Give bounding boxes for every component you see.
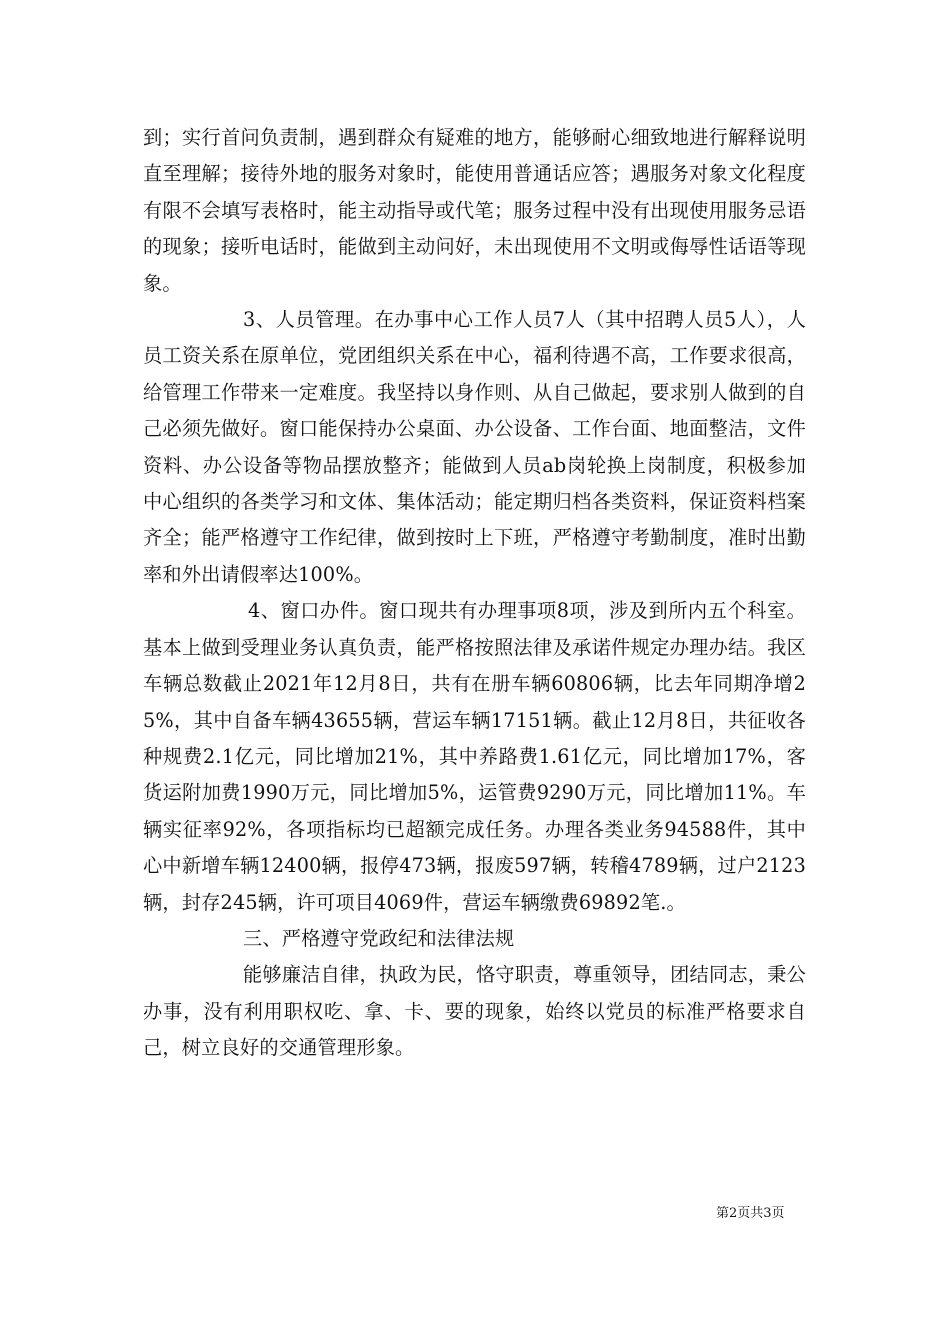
paragraph-integrity: 能够廉洁自律，执政为民，恪守职责，尊重领导，团结同志，秉公办事，没有利用职权吃、拿、卡、要的现象，始终以党员的标准严格要求自己，树立良好的交通管理形象。	[143, 963, 806, 1060]
paragraph-service-conduct: 到；实行首问负责制，遇到群众有疑难的地方，能够耐心细致地进行解释说明直至理解；接待外地的服务对象时，能使用普通话应答；遇服务对象文化程度有限不会填写表格时，能主动指导或代笔；服务过程中没有出现使用服务忌语的现象；接听电话时，能做到主动问好，未出现使用不文明或侮辱性话语等现象。	[143, 126, 806, 295]
paragraph-window-processing: 4、窗口办件。窗口现共有办理事项8项，涉及到所内五个科室。基本上做到受理业务认真负责，能严格按照法律及承诺件规定办理办结。我区车辆总数截止2021年12月8日，共有在册车辆60806辆，比去年同期净增25%，其中自备车辆43655辆，营运车辆17151辆。截止12月8日，共征收各种规费2.1亿元，同比增加21%，其中养路费1.61亿元，同比增加17%，客货运附加费1990万元，同比增加5%，运管费9290万元，同比增加11%。车辆实征率92%，各项指标均已超额完成任务。办理各类业务94588件，其中心中新增车辆12400辆，报停473辆，报废597辆，转稽4789辆，过户2123辆，封存245辆，许可项目4069件，营运车辆缴费69892笔.。	[143, 599, 806, 914]
page-number-footer: 第2页共3页	[716, 1206, 785, 1221]
paragraph-personnel-management: 3、人员管理。在办事中心工作人员7人（其中招聘人员5人），人员工资关系在原单位，党团组织关系在中心，福利待遇不高，工作要求很高，给管理工作带来一定难度。我坚持以身作则、从自己做起，要求别人做到的自己必须先做好。窗口能保持办公桌面、办公设备、工作台面、地面整洁，文件资料、办公设备等物品摆放整齐；能做到人员ab岗轮换上岗制度，积极参加中心组织的各类学习和文体、集体活动；能定期归档各类资料，保证资料档案齐全；能严格遵守工作纪律，做到按时上下班，严格遵守考勤制度，准时出勤率和外出请假率达100%。	[143, 308, 806, 586]
document-body	[143, 120, 806, 1067]
section-heading-discipline: 三、严格遵守党政纪和法律法规	[243, 926, 515, 950]
